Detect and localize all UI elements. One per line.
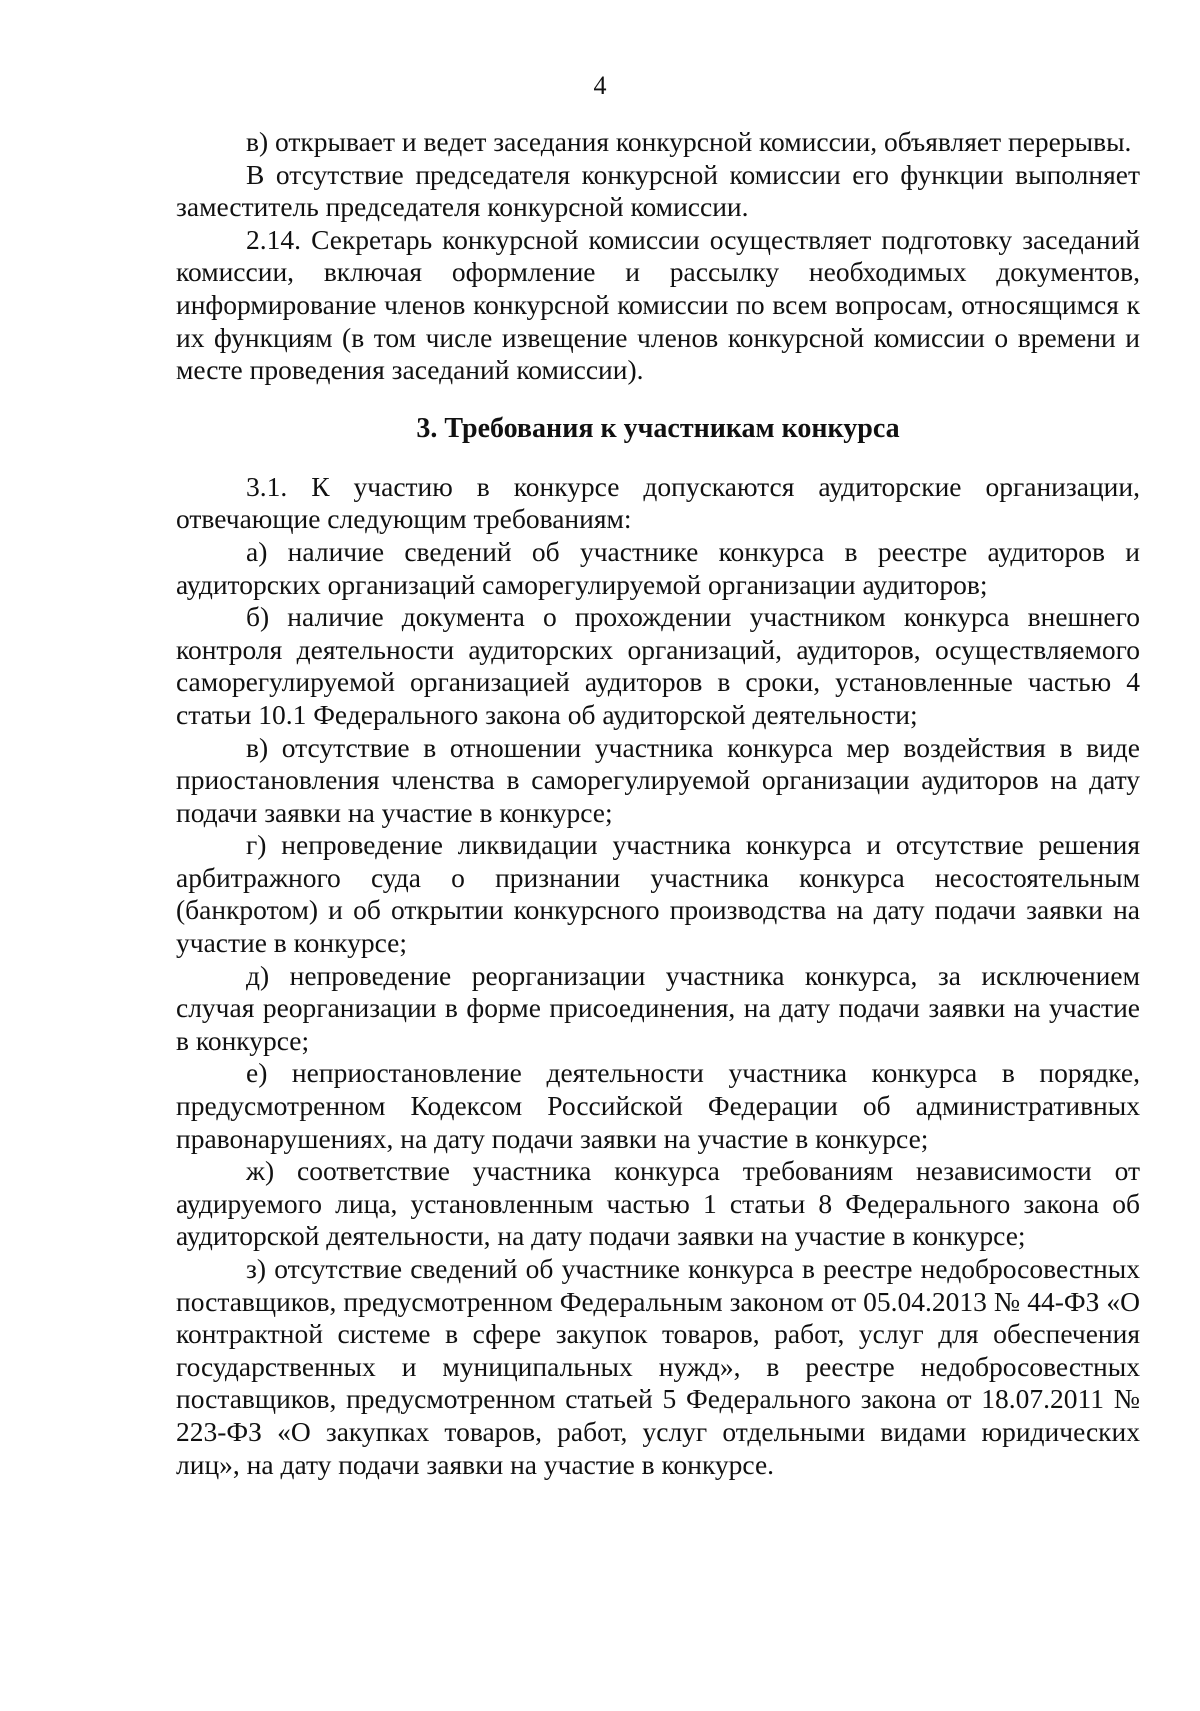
paragraph-3-1-g: г) непроведение ликвидации участника конкурса и отсутствие решения арбитражного суда о признании участника конкурса несостоятельным (банкротом) и об открытии конкурсного производства на дату подачи заявки на участие в конкурсе; (176, 829, 1140, 959)
document-body (176, 126, 1140, 1481)
paragraph-3-1-e: е) неприостановление деятельности участника конкурса в порядке, предусмотренном Кодексом Российской Федерации об административных правонарушениях, на дату подачи заявки на участие в конкурсе; (176, 1057, 1140, 1154)
paragraph-3-1: 3.1. К участию в конкурсе допускаются аудиторские организации, отвечающие следующим требованиям: (176, 470, 1140, 535)
page-number: 4 (593, 71, 607, 100)
paragraph-3-1-b: б) наличие документа о прохождении участником конкурса внешнего контроля деятельности аудиторских организаций, аудиторов, осуществляемого саморегулируемой организацией аудиторов в сроки, установленные частью 4 статьи 10.1 Федерального закона об аудиторской деятельности; (176, 601, 1140, 730)
section-heading: 3. Требования к участникам конкурса (416, 412, 900, 444)
paragraph-2-14: 2.14. Секретарь конкурсной комиссии осуществляет подготовку заседаний комиссии, включая оформление и рассылку необходимых документов, информирование членов конкурсной комиссии по всем вопросам, относящимся к их функциям (в том числе извещение членов конкурсной комиссии о времени и месте проведения заседаний комиссии). (176, 223, 1140, 386)
paragraph-3-1-a: а) наличие сведений об участнике конкурса в реестре аудиторов и аудиторских организаций саморегулируемой организации аудиторов; (176, 535, 1140, 600)
paragraph-3-1-v: в) отсутствие в отношении участника конкурса мер воздействия в виде приостановления членства в саморегулируемой организации аудиторов на дату подачи заявки на участие в конкурсе; (176, 731, 1140, 828)
paragraph-3-1-z: з) отсутствие сведений об участнике конкурса в реестре недобросовестных поставщиков, предусмотренном Федеральным законом от 05.04.2013 № 44-ФЗ «О контрактной системе в сфере закупок товаров, работ, услуг для обеспечения государственных и муниципальных нужд», в реестре недобросовестных поставщиков, предусмотренном статьей 5 Федерального закона от 18.07.2011 № 223-ФЗ «О закупках товаров, работ, услуг отдельными видами юридических лиц», на дату подачи заявки на участие в конкурсе. (176, 1253, 1140, 1480)
paragraph-3-1-d: д) непроведение реорганизации участника конкурса, за исключением случая реорганизации в форме присоединения, на дату подачи заявки на участие в конкурсе; (176, 959, 1140, 1056)
paragraph-chair-absence: В отсутствие председателя конкурсной комиссии его функции выполняет заместитель председателя конкурсной комиссии. (176, 158, 1140, 223)
paragraph-3-1-zh: ж) соответствие участника конкурса требованиям независимости от аудируемого лица, установленным частью 1 статьи 8 Федерального закона об аудиторской деятельности, на дату подачи заявки на участие в конкурсе; (176, 1155, 1140, 1252)
paragraph-2-13-v: в) открывает и ведет заседания конкурсной комиссии, объявляет перерывы. (246, 126, 1132, 157)
